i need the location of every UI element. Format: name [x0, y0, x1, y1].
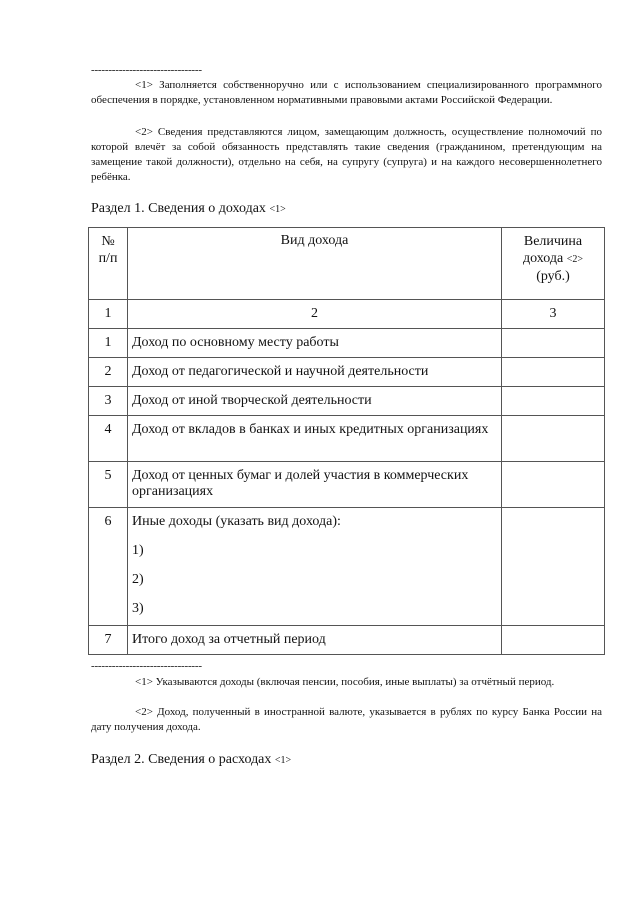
- row-number: 6: [89, 508, 128, 626]
- footnote-2-top: <2> Сведения представляются лицом, замещающим должность, осуществление полномочий по которой влечёт за собой обязанность представлять такие сведения (гражданином, претендующим на замещение такой должности), отдельно на себя, на супругу (супруга) и на каждого несовершеннолетнего ребёнка.: [91, 126, 602, 183]
- table-row: [89, 387, 605, 416]
- footnote-separator-top: --------------------------------: [91, 64, 202, 76]
- row-number: 2: [89, 358, 128, 387]
- column-number-1: 1: [89, 300, 128, 329]
- row-number: 5: [89, 462, 128, 508]
- footnote-separator-bottom: --------------------------------: [91, 660, 202, 672]
- table-row: [89, 626, 605, 655]
- row-value-cell[interactable]: [502, 358, 605, 387]
- footnote-1-top: <1> Заполняется собственноручно или с использованием специализированного программного обеспечения в порядке, установленном нормативными правовыми актами Российской Федерации.: [91, 79, 602, 106]
- table-row: [89, 462, 605, 508]
- row-label: Итого доход за отчетный период: [128, 626, 502, 655]
- other-income-line-1: 1): [132, 543, 144, 558]
- row-value-cell[interactable]: [502, 387, 605, 416]
- other-income-line-3: 3): [132, 601, 144, 616]
- row-number: 4: [89, 416, 128, 462]
- section-1-title-text: Раздел 1. Сведения о доходах: [91, 201, 266, 216]
- section-2-ref: <1>: [274, 755, 292, 766]
- header-number: [89, 228, 128, 300]
- row-label: Иные доходы (указать вид дохода):: [132, 514, 341, 529]
- section-2-title: [91, 752, 291, 768]
- row-label: Доход от иной творческой деятельности: [128, 387, 502, 416]
- header-income-type: Вид дохода: [128, 228, 502, 300]
- header-amount-line2: [502, 250, 604, 268]
- section-2-title-text: Раздел 2. Сведения о расходах: [91, 752, 272, 767]
- row-value-cell[interactable]: [502, 626, 605, 655]
- row-number: 3: [89, 387, 128, 416]
- column-number-2: 2: [128, 300, 502, 329]
- section-1-ref: <1>: [269, 204, 286, 215]
- income-table: [88, 227, 605, 655]
- section-1-title: [91, 201, 286, 217]
- column-numbering-row: [89, 300, 605, 329]
- row-number: 7: [89, 626, 128, 655]
- header-amount-ref: <2>: [566, 254, 583, 265]
- row-value-cell[interactable]: [502, 416, 605, 462]
- other-income-line-2: 2): [132, 572, 144, 587]
- header-number-symbol: №: [101, 234, 115, 249]
- header-number-abbr: п/п: [98, 251, 118, 266]
- row-number: 1: [89, 329, 128, 358]
- row-label: Доход от вкладов в банках и иных кредитных организациях: [128, 416, 502, 462]
- header-amount-line1: Величина: [523, 234, 583, 249]
- header-amount-word: дохода: [523, 251, 564, 266]
- row-label-cell: [128, 508, 502, 626]
- row-value-cell[interactable]: [502, 508, 605, 626]
- column-number-3: 3: [502, 300, 605, 329]
- footnote-2-bottom: <2> Доход, полученный в иностранной валюте, указывается в рублях по курсу Банка России на дату получения дохода.: [91, 706, 602, 733]
- table-row: [89, 508, 605, 626]
- row-value-cell[interactable]: [502, 462, 605, 508]
- row-label: Доход по основному месту работы: [128, 329, 502, 358]
- table-row: [89, 416, 605, 462]
- table-row: [89, 358, 605, 387]
- header-income-amount: [502, 228, 605, 300]
- row-value-cell[interactable]: [502, 329, 605, 358]
- footnote-1-bottom: <1> Указываются доходы (включая пенсии, пособия, иные выплаты) за отчётный период.: [135, 676, 555, 688]
- table-row: [89, 329, 605, 358]
- row-label: Доход от педагогической и научной деятельности: [128, 358, 502, 387]
- table-header-row: [89, 228, 605, 300]
- row-label: Доход от ценных бумаг и долей участия в коммерческих организациях: [128, 462, 502, 508]
- header-amount-unit: (руб.): [536, 269, 570, 284]
